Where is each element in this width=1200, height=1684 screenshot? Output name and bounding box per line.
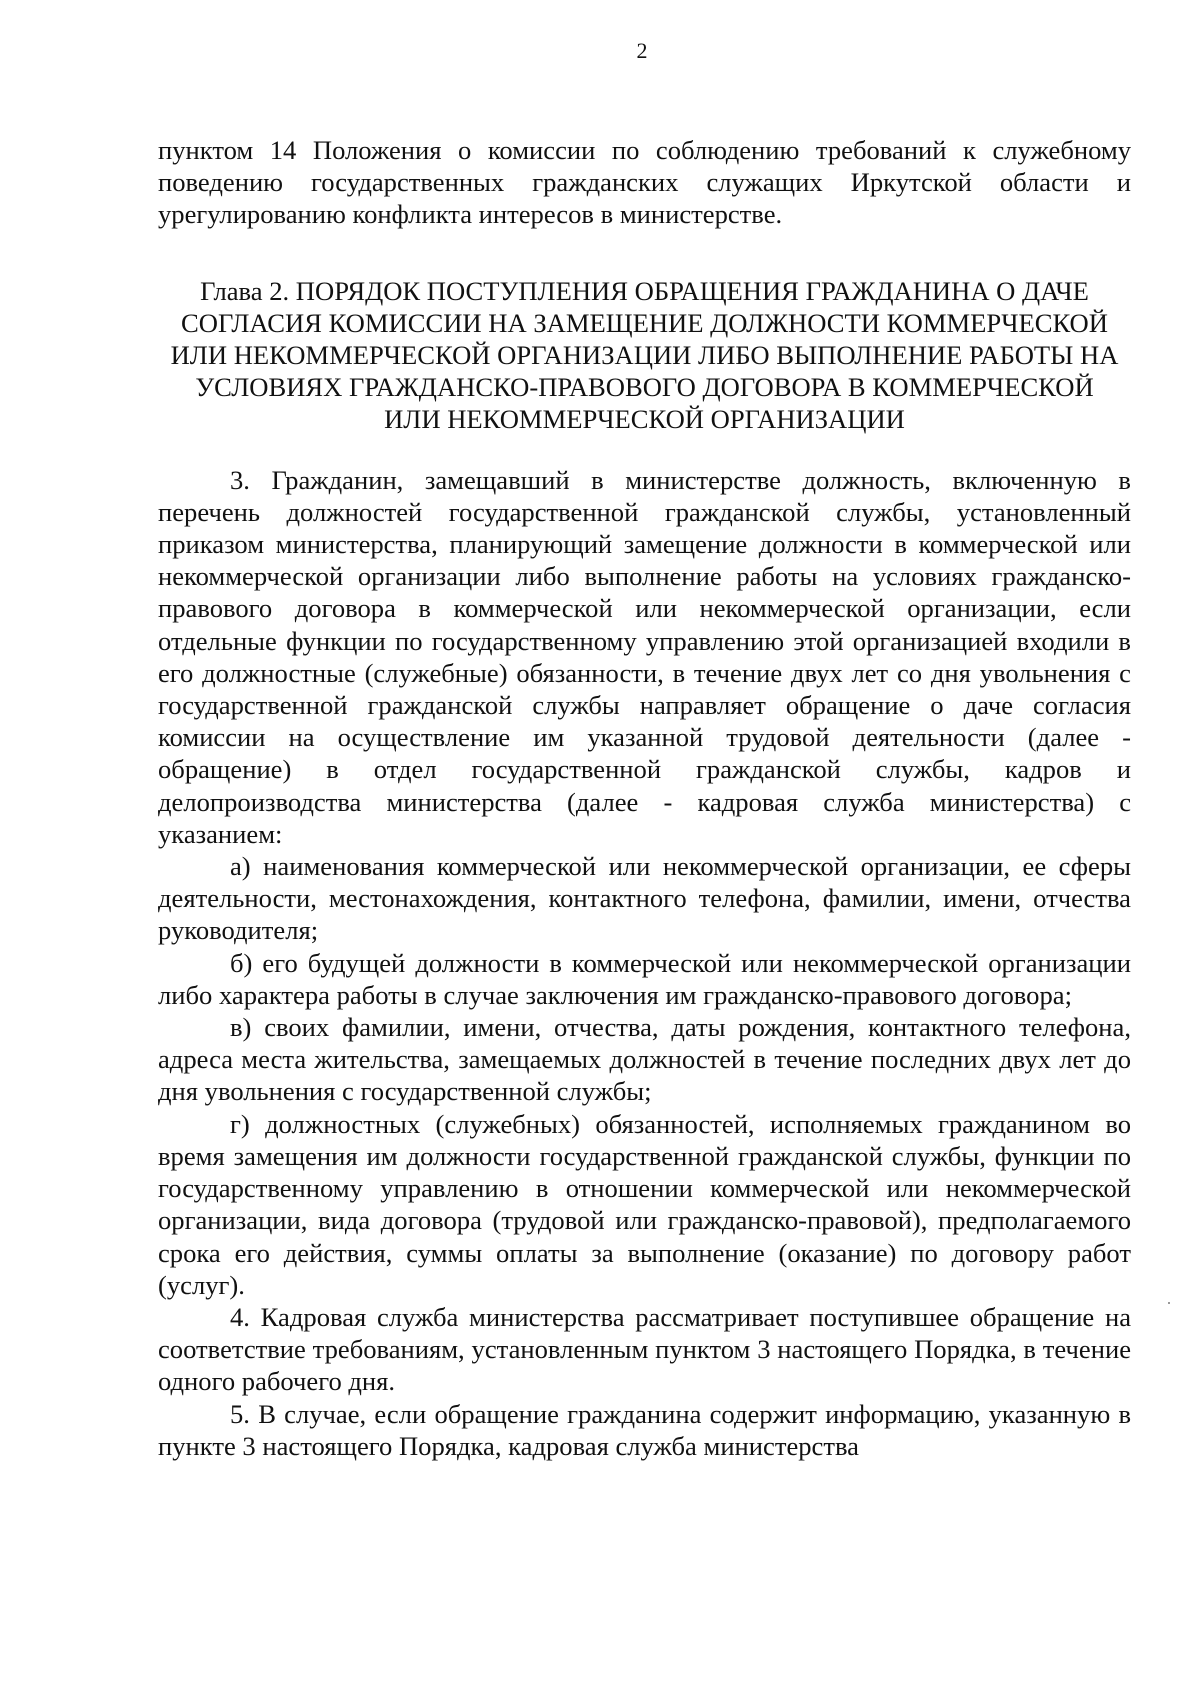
paragraph-5: 5. В случае, если обращение гражданина содержит информацию, указанную в пункте 3 настоящего Порядка, кадровая служба министерства	[158, 1398, 1131, 1461]
chapter-title: Глава 2. ПОРЯДОК ПОСТУПЛЕНИЯ ОБРАЩЕНИЯ ГРАЖДАНИНА О ДАЧЕ СОГЛАСИЯ КОМИССИИ НА ЗАМЕЩЕНИЕ ДОЛЖНОСТИ КОММЕРЧЕСКОЙ ИЛИ НЕКОММЕРЧЕСКОЙ ОРГАНИЗАЦИИ ЛИБО ВЫПОЛНЕНИЕ РАБОТЫ НА УСЛОВИЯХ ГРАЖДАНСКО-ПРАВОВОГО ДОГОВОРА В КОММЕРЧЕСКОЙ ИЛИ НЕКОММЕРЧЕСКОЙ ОРГАНИЗАЦИИ	[170, 275, 1119, 435]
paragraph-3: 3. Гражданин, замещавший в министерстве должность, включенную в перечень должностей государственной гражданской службы, установленный приказом министерства, планирующий замещение должности в коммерческой или некоммерческой организации либо выполнение работы на условиях гражданско-правового договора в коммерческой или некоммерческой организации, если отдельные функции по государственному управлению этой организацией входили в его должностные (служебные) обязанности, в течение двух лет со дня увольнения с государственной гражданской службы направляет обращение о даче согласия комиссии на осуществление им указанной трудовой деятельности (далее - обращение) в отдел государственной гражданской службы, кадров и делопроизводства министерства (далее - кадровая служба министерства) с указанием:	[158, 464, 1131, 849]
paragraph-3b: б) его будущей должности в коммерческой или некоммерческой организации либо характера работы в случае заключения им гражданско-правового договора;	[158, 947, 1131, 1010]
scan-speck	[1168, 1302, 1170, 1304]
paragraph-3g: г) должностных (служебных) обязанностей, исполняемых гражданином во время замещения им должности государственной гражданской службы, функции по государственному управлению в отношении коммерческой или некоммерческой организации, вида договора (трудовой или гражданско-правовой), предполагаемого срока его действия, суммы оплаты за выполнение (оказание) по договору работ (услуг).	[158, 1108, 1131, 1300]
page-number: 2	[636, 38, 648, 63]
document-body	[158, 134, 1131, 1462]
intro-paragraph: пунктом 14 Положения о комиссии по соблюдению требований к служебному поведению государственных гражданских служащих Иркутской области и урегулированию конфликта интересов в министерстве.	[158, 135, 1131, 230]
paragraph-3a: а) наименования коммерческой или некоммерческой организации, ее сферы деятельности, местонахождения, контактного телефона, фамилии, имени, отчества руководителя;	[158, 851, 1131, 946]
paragraph-3v: в) своих фамилии, имени, отчества, даты рождения, контактного телефона, адреса места жительства, замещаемых должностей в течение последних двух лет до дня увольнения с государственной службы;	[158, 1012, 1131, 1107]
paragraph-4: 4. Кадровая служба министерства рассматривает поступившее обращение на соответствие требованиям, установленным пунктом 3 настоящего Порядка, в течение одного рабочего дня.	[158, 1301, 1131, 1397]
